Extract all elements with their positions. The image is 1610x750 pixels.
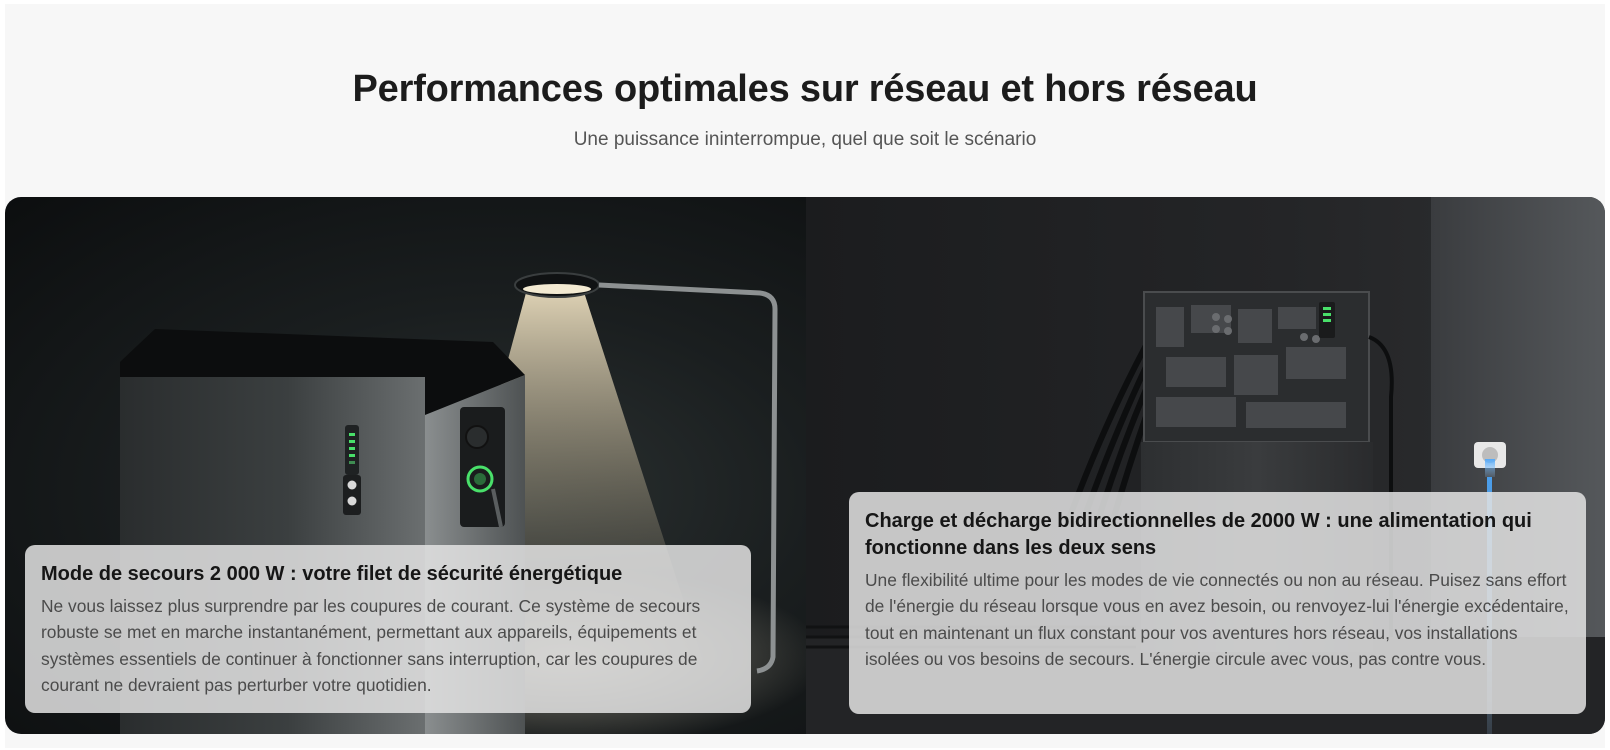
feature-cards	[5, 197, 1605, 734]
card-title: Mode de secours 2 000 W : votre filet de sécurité énergétique	[41, 563, 623, 585]
performance-section	[5, 4, 1605, 748]
card-description: Une flexibilité ultime pour les modes de vie connectés ou non au réseau. Puisez sans effort de l'énergie du réseau lorsque vous en avez besoin, ou renvoyez-lui l'énergie excédentaire, tout en maintenant un flux constant pour vos aventures hors réseau, vos installations isolées ou vos besoins de secours. L'énergie circule avec vous, pas contre vous.	[865, 570, 1569, 670]
feature-card-bidirectional	[806, 197, 1605, 734]
section-subtitle: Une puissance ininterrompue, quel que soit le scénario	[573, 129, 1037, 150]
backup-info-overlay	[25, 545, 751, 713]
bidirectional-info-overlay	[849, 492, 1586, 714]
section-title: Performances optimales sur réseau et hors réseau	[352, 68, 1258, 110]
card-description: Ne vous laissez plus surprendre par les coupures de courant. Ce système de secours robuste se met en marche instantanément, permettant aux appareils, équipements et systèmes essentiels de continuer à fonctionner sans interruption, car les coupures de courant ne devraient pas perturber votre quotidien.	[41, 596, 701, 696]
feature-card-backup	[5, 197, 806, 734]
card-title: Charge et décharge bidirectionnelles de 2000 W : une alimentation qui fonctionne dans les deux sens	[865, 510, 1532, 559]
